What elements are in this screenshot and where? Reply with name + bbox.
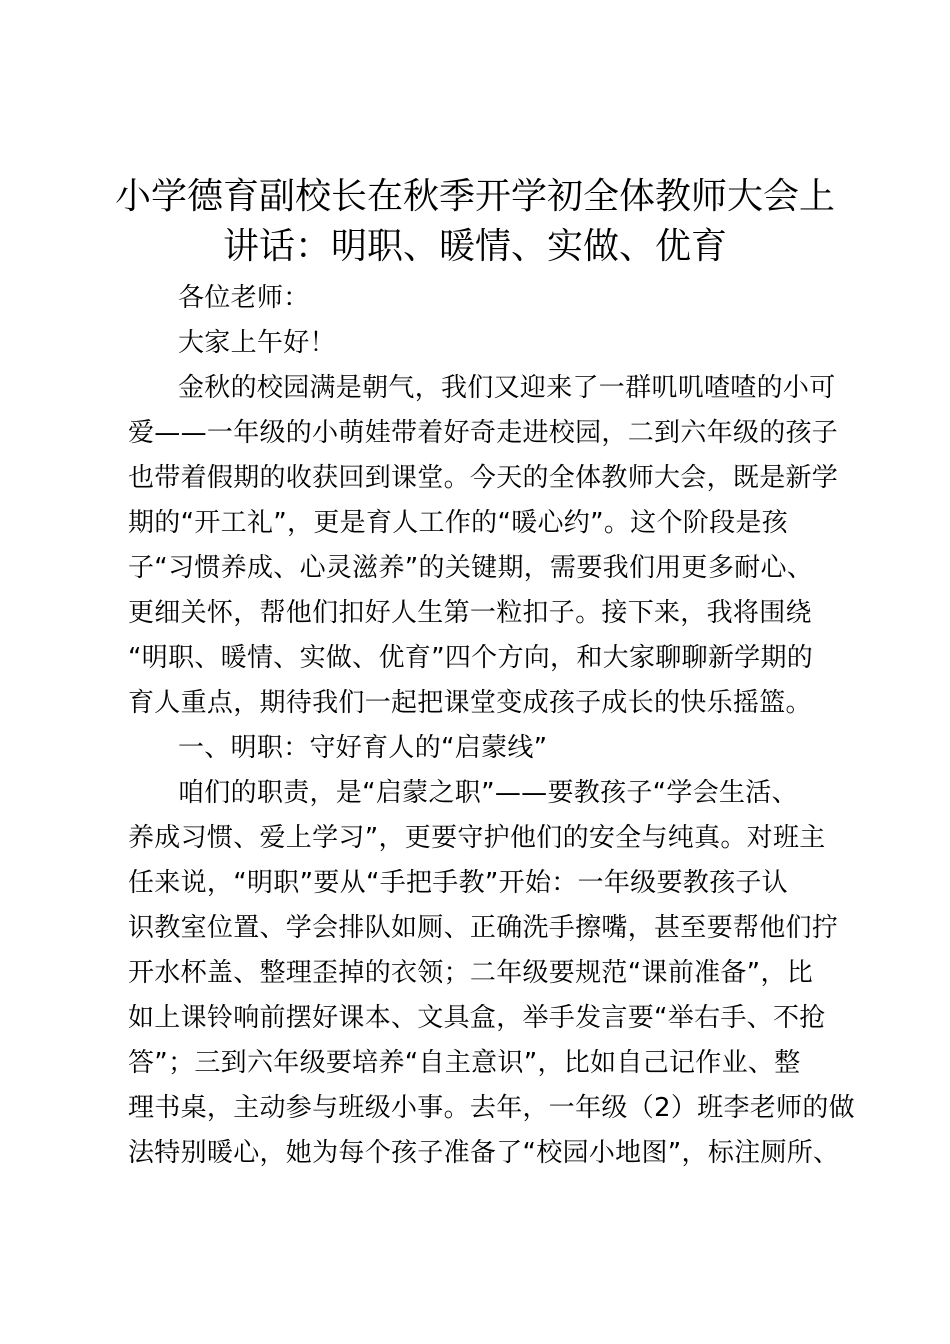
paragraph-line: 咱们的职责，是“启蒙之职”——要教孩子“学会生活、 xyxy=(178,778,798,808)
paragraph-line: 答”；三到六年级要培养“自主意识”，比如自己记作业、整 xyxy=(128,1048,801,1078)
paragraph-line: 期的“开工礼”，更是育人工作的“暖心约”。这个阶段是孩 xyxy=(128,508,788,538)
paragraph-line: 也带着假期的收获回到课堂。今天的全体教师大会，既是新学 xyxy=(128,463,839,493)
paragraph-line: 子“习惯养成、心灵滋养”的关键期，需要我们用更多耐心、 xyxy=(128,553,814,583)
paragraph-line: 更细关怀，帮他们扣好人生第一粒扣子。接下来，我将围绕 xyxy=(128,598,812,628)
paragraph-line: 开水杯盖、整理歪掉的衣领；二年级要规范“课前准备”，比 xyxy=(128,958,814,988)
paragraph-line: 如上课铃响前摆好课本、文具盒，举手发言要“举右手、不抢 xyxy=(128,1003,826,1033)
greeting: 大家上午好！ xyxy=(178,328,336,358)
salutation: 各位老师： xyxy=(178,283,310,313)
paragraph-line: 法特别暖心，她为每个孩子准备了“校园小地图”，标注厕所、 xyxy=(128,1138,840,1168)
paragraph-line: 识教室位置、学会排队如厕、正确洗手擦嘴，甚至要帮他们拧 xyxy=(128,913,839,943)
paragraph-line: 金秋的校园满是朝气，我们又迎来了一群叽叽喳喳的小可 xyxy=(178,373,836,403)
paragraph-line: 任来说，“明职”要从“手把手教”开始：一年级要教孩子认 xyxy=(128,868,788,898)
section-heading: 一、明职：守好育人的“启蒙线” xyxy=(178,733,548,763)
paragraph-line: 育人重点，期待我们一起把课堂变成孩子成长的快乐摇篮。 xyxy=(128,688,812,718)
paragraph-line: 养成习惯、爱上学习”，更要守护他们的安全与纯真。对班主 xyxy=(128,823,826,853)
document-title-line-2: 讲话：明职、暖情、实做、优育 xyxy=(222,226,727,267)
paragraph-line: 理书桌，主动参与班级小事。去年，一年级（2）班李老师的做 xyxy=(128,1093,855,1123)
paragraph-line: 爱——一年级的小萌娃带着好奇走进校园，二到六年级的孩子 xyxy=(128,418,839,448)
paragraph-line: “明职、暖情、实做、优育”四个方向，和大家聊聊新学期的 xyxy=(128,643,814,673)
document-title-line-1: 小学德育副校长在秋季开学初全体教师大会上 xyxy=(114,176,835,217)
